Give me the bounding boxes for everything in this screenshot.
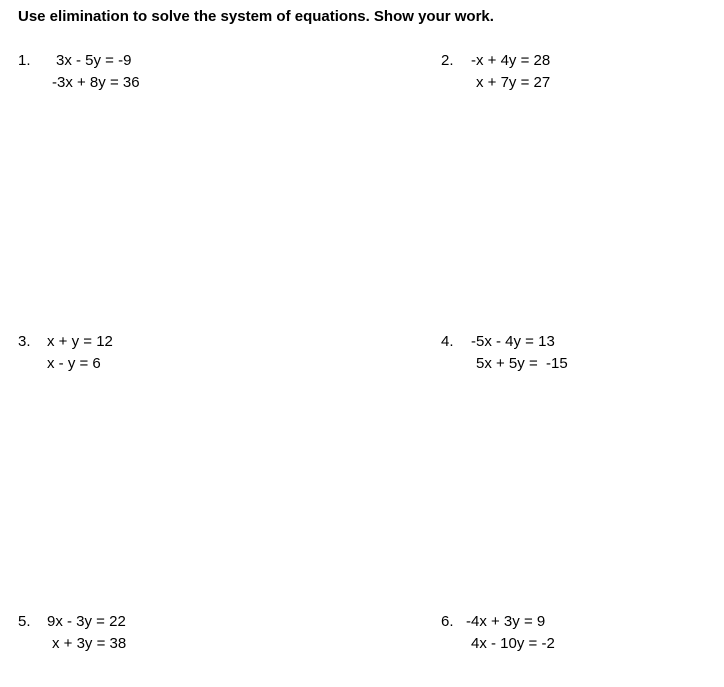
equation-2: x + 7y = 27 bbox=[476, 74, 551, 91]
problem-6 bbox=[441, 611, 701, 655]
problem-number: 1. bbox=[18, 52, 31, 69]
problem-number: 4. bbox=[441, 333, 454, 350]
problem-number: 5. bbox=[18, 613, 31, 630]
equation-1: -5x - 4y = 13 bbox=[471, 333, 555, 350]
equation-2: -3x + 8y = 36 bbox=[52, 74, 140, 91]
equation-1: -4x + 3y = 9 bbox=[466, 613, 546, 630]
problem-1 bbox=[18, 50, 318, 94]
equation-1: x + y = 12 bbox=[47, 333, 113, 350]
problem-4 bbox=[441, 331, 701, 375]
worksheet-instructions: Use elimination to solve the system of equations. Show your work. bbox=[18, 8, 494, 25]
equation-1: -x + 4y = 28 bbox=[471, 52, 551, 69]
equation-1: 3x - 5y = -9 bbox=[56, 52, 132, 69]
problem-5 bbox=[18, 611, 318, 655]
equation-2: x - y = 6 bbox=[47, 355, 101, 372]
problem-number: 2. bbox=[441, 52, 454, 69]
problem-number: 6. bbox=[441, 613, 454, 630]
problem-2 bbox=[441, 50, 701, 94]
equation-2: 4x - 10y = -2 bbox=[471, 635, 555, 652]
problem-number: 3. bbox=[18, 333, 31, 350]
equation-1: 9x - 3y = 22 bbox=[47, 613, 126, 630]
problem-3 bbox=[18, 331, 318, 375]
equation-2: 5x + 5y = -15 bbox=[476, 355, 568, 372]
equation-2: x + 3y = 38 bbox=[52, 635, 127, 652]
